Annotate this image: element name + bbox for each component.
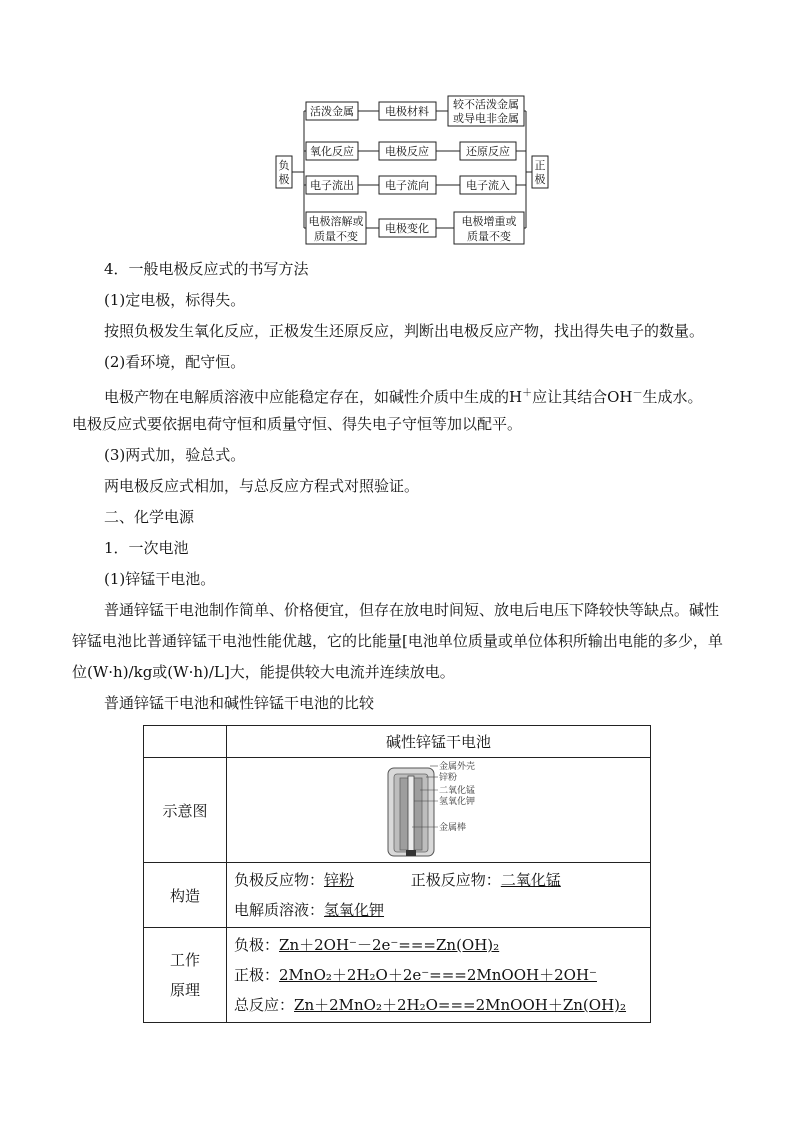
diagram-text: 电子流出 xyxy=(310,180,354,192)
battery-rod xyxy=(408,776,414,852)
diagram-text: 电极增重或 xyxy=(461,216,517,228)
negative-label-2: 极 xyxy=(278,174,290,186)
battery-schematic xyxy=(378,760,578,860)
pos-equation-line: 正极：2MnO₂＋2H₂O＋2e⁻===2MnOOH＋2OH⁻ xyxy=(234,966,597,984)
neg-reactant: 锌粉 xyxy=(324,871,355,889)
pos-reactant: 二氧化锰 xyxy=(500,871,561,889)
diagram-text: 电极溶解或 xyxy=(308,216,364,228)
subsection-heading-1: 1．一次电池 xyxy=(104,539,189,557)
diagram-text: 质量不变 xyxy=(467,231,511,243)
positive-label-1: 正 xyxy=(534,160,546,172)
subsection-item-1: (1)锌锰干电池。 xyxy=(104,570,216,588)
diagram-text: 电极变化 xyxy=(385,223,429,235)
section-heading-2: 二、化学电源 xyxy=(104,508,195,526)
electrolyte-line: 电解质溶液：氢氧化钾 xyxy=(234,901,385,919)
diagram-text: 电极反应 xyxy=(385,146,429,158)
step-1-desc: 按照负极发生氧化反应，正极发生还原反应，判断出电极反应产物，找出得失电子的数量。 xyxy=(104,322,705,340)
diagram-text: 活泼金属 xyxy=(310,106,354,118)
diagram-text: 电子流向 xyxy=(385,180,429,192)
diagram-text: 氧化反应 xyxy=(310,146,354,158)
row-label-principle: 工作 原理 xyxy=(144,928,227,1023)
label-zinc-powder: 锌粉 xyxy=(439,772,458,782)
diagram-text: 电极材料 xyxy=(385,106,429,118)
total-equation: Zn＋2MnO₂＋2H₂O===2MnOOH＋Zn(OH)₂ xyxy=(294,996,627,1014)
step-2: (2)看环境，配守恒。 xyxy=(104,353,246,371)
step-2-desc: 电极产物在电解质溶液中应能稳定存在，如碱性介质中生成的H＋应让其结合OH－生成水。 xyxy=(104,388,703,406)
electrolyte: 氢氧化钾 xyxy=(324,901,385,919)
table-header: 碱性锌锰干电池 xyxy=(227,726,651,758)
positive-label-2: 极 xyxy=(534,174,546,186)
neg-equation-line: 负极：Zn＋2OH⁻－2e⁻===Zn(OH)₂ xyxy=(234,936,500,954)
row-label-structure: 构造 xyxy=(144,863,227,928)
step-2-desc-cont: 电极反应式要依据电荷守恒和质量守恒、得失电子守恒等加以配平。 xyxy=(72,415,523,433)
comparison-table xyxy=(143,725,651,1023)
label-koh: 氢氧化钾 xyxy=(439,796,476,806)
battery-desc: 普通锌锰干电池制作简单、价格便宜，但存在放电时间短、放电后电压下降较快等缺点。碱性锌锰电池比普通锌锰干电池性能优越，它的比能量[电池单位质量或单位体积所输出电能的多少，单位(W·h)/kg或(W·h)/L]大，能提供较大电流并连续放电。 xyxy=(72,601,723,681)
row-label-schematic: 示意图 xyxy=(144,758,227,863)
step-1: (1)定电极，标得失。 xyxy=(104,291,246,309)
reactants-line: 负极反应物：锌粉 正极反应物：二氧化锰 xyxy=(228,865,649,895)
pos-equation: 2MnO₂＋2H₂O＋2e⁻===2MnOOH＋2OH⁻ xyxy=(279,966,597,984)
battery-bottom xyxy=(406,850,416,856)
diagram-text: 还原反应 xyxy=(466,146,510,158)
step-3-desc: 两电极反应式相加，与总反应方程式对照验证。 xyxy=(104,477,420,495)
table-caption: 普通锌锰干电池和碱性锌锰干电池的比较 xyxy=(104,694,375,712)
table-corner xyxy=(144,726,227,758)
label-metal-shell: 金属外壳 xyxy=(439,761,476,771)
section-heading-4: 4．一般电极反应式的书写方法 xyxy=(104,260,309,278)
principle-cell xyxy=(227,928,651,1023)
diagram-text: 或导电非金属 xyxy=(453,113,519,125)
total-equation-line: 总反应：Zn＋2MnO₂＋2H₂O===2MnOOH＋Zn(OH)₂ xyxy=(234,996,627,1014)
diagram-text: 电子流入 xyxy=(466,180,510,192)
diagram-text: 质量不变 xyxy=(314,231,358,243)
negative-label-1: 负 xyxy=(278,160,290,172)
structure-cell xyxy=(227,863,651,928)
electrode-diagram xyxy=(270,92,560,248)
label-metal-rod: 金属棒 xyxy=(439,822,467,832)
label-mno2: 二氧化锰 xyxy=(439,785,476,795)
diagram-connectors xyxy=(292,111,532,228)
diagram-text: 较不活泼金属 xyxy=(453,99,519,111)
step-3: (3)两式加，验总式。 xyxy=(104,446,246,464)
neg-equation: Zn＋2OH⁻－2e⁻===Zn(OH)₂ xyxy=(279,936,500,954)
schematic-cell xyxy=(227,758,651,863)
